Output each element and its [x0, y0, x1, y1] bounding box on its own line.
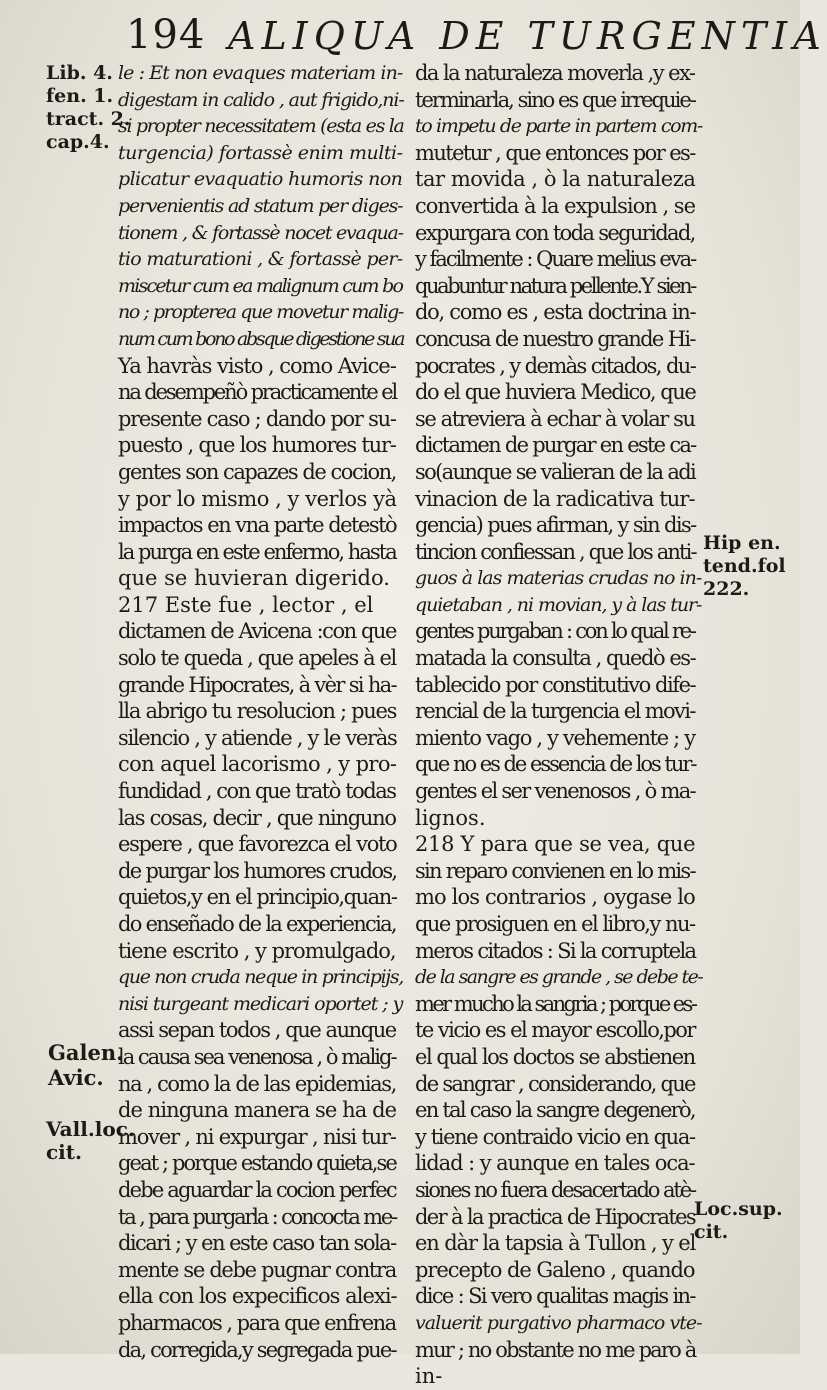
text-line: gentes purgaban : con lo qual re-: [415, 619, 695, 644]
text-line: pocrates , y demàs citados, du-: [415, 353, 696, 378]
text-line: matada la consulta , quedò es-: [415, 646, 696, 671]
text-line: lla abrigo tu resolucion ; pues: [118, 699, 397, 724]
text-line: gencia) pues afirman, y sin dis-: [415, 513, 696, 538]
text-line: quabuntur natura pellente.Y sien-: [415, 273, 695, 298]
margin-note-reference: Galen. Avic.: [48, 1040, 124, 1090]
text-line: gentes el ser venenosos , ò ma-: [415, 779, 695, 804]
text-line: dictamen de purgar en este ca-: [415, 433, 696, 458]
page-number: 194: [126, 12, 206, 58]
text-line: pharmacos , para que enfrena: [118, 1310, 396, 1335]
text-line: rencial de la turgencia el movi-: [415, 699, 695, 724]
text-line: la purga en este enfermo, hasta: [118, 539, 396, 564]
left-text-column: [118, 60, 404, 1363]
text-line: tar movida , ò la naturaleza: [415, 167, 696, 192]
margin-note-reference: Hip en. tend.fol 222.: [703, 532, 786, 600]
text-line: tablecido por constitutivo dife-: [415, 672, 696, 697]
text-line: digestam in calido , aut frigido,ni-: [118, 88, 404, 111]
text-line: so(aunque se valieran de la adi: [415, 459, 696, 484]
text-line: do enseñado de la experiencia,: [118, 912, 396, 936]
text-line: nisi turgeant medicari oportet ; y: [118, 992, 403, 1015]
text-line: dice : Si vero qualitas magis in-: [415, 1284, 695, 1309]
text-line: sin reparo convienen en lo mis-: [415, 858, 695, 883]
text-line: mer mucho la sangria ; porque es-: [415, 991, 696, 1016]
text-line: num cum bono absque digestione sua: [118, 327, 404, 350]
text-line: expurgara con toda seguridad,: [415, 220, 695, 245]
margin-note-reference: Loc.sup. cit.: [694, 1198, 783, 1243]
text-line: puesto , que los humores tur-: [118, 433, 396, 458]
text-line: y tiene contraido vicio en qua-: [415, 1124, 695, 1149]
text-line: terminarla, sino es que irrequie-: [415, 87, 695, 112]
text-line: geat ; porque estando quieta,se: [118, 1151, 396, 1176]
text-line: to impetu de parte in partem com-: [415, 115, 702, 138]
text-line: mente se debe pugnar contra: [118, 1257, 396, 1282]
margin-note-reference: Lib. 4. fen. 1. tract. 2. cap.4.: [46, 62, 131, 153]
text-line: debe aguardar la cocion perfec: [118, 1177, 396, 1202]
text-line: de la sangre es grande , se debe te-: [415, 966, 703, 989]
text-line: guos à las materias crudas no in-: [415, 567, 702, 590]
text-line: que prosiguen en el libro,y nu-: [415, 912, 695, 936]
text-line: 218 Y para que se vea, que: [415, 832, 696, 857]
text-line: tiene escrito , y promulgado,: [118, 938, 396, 963]
text-line: que se huvieran digerido.: [118, 566, 390, 591]
text-line: en dàr la tapsia à Tullon , y el: [415, 1231, 696, 1256]
text-line: espere , que favorezca el voto: [118, 832, 397, 857]
text-line: ta , para purgarla : concocta me-: [118, 1204, 397, 1229]
text-line: de sangrar , considerando, que: [415, 1071, 695, 1096]
text-line: en tal caso la sangre degenerò,: [415, 1098, 695, 1123]
text-line: da, corregida,y segregada pue-: [118, 1337, 396, 1362]
text-line: in-: [415, 1364, 443, 1389]
text-line: presente caso ; dando por su-: [118, 406, 396, 431]
text-line: de ninguna manera se ha de: [118, 1098, 397, 1123]
text-line: gentes son capazes de cocion,: [118, 459, 396, 484]
text-line: tionem , & fortassè nocet evaqua-: [118, 221, 403, 244]
text-line: te vicio es el mayor escollo,por: [415, 1018, 695, 1043]
text-line: tio maturationi , & fortassè per-: [118, 248, 403, 271]
text-line: que no es de essencia de los tur-: [415, 752, 696, 777]
text-line: quietos,y en el principio,quan-: [118, 885, 397, 910]
text-line: si propter necessitatem (esta es la: [118, 115, 404, 138]
text-line: las cosas, decir , que ninguno: [118, 805, 396, 830]
running-title: ALIQUA DE TURGENTIA: [228, 14, 827, 58]
text-line: precepto de Galeno , quando: [415, 1257, 695, 1282]
text-line: dictamen de Avicena :con que: [118, 619, 396, 644]
text-line: turgencia) fortassè enim multi-: [118, 141, 403, 164]
text-line: meros citados : Si la corruptela: [415, 938, 696, 963]
text-line: y facilmente : Quare melius eva-: [415, 247, 696, 272]
text-line: no ; propterea que movetur malig-: [118, 301, 403, 324]
text-line: 217 Este fue , lector , el: [118, 592, 374, 617]
text-line: plicatur evaquatio humoris non: [118, 168, 403, 191]
text-line: tincion confiessan , que los anti-: [415, 539, 696, 564]
text-line: miento vago , y vehemente ; y: [415, 725, 695, 750]
text-line: que non cruda neque in principijs,: [118, 966, 403, 989]
text-line: silencio , y atiende , y le veràs: [118, 725, 397, 750]
text-line: siones no fuera desacertado atè-: [415, 1177, 696, 1202]
text-line: quietaban , ni movian, y à las tur-: [415, 593, 702, 616]
text-line: do el que huviera Medico, que: [415, 380, 696, 405]
text-line: grande Hipocrates, à vèr si ha-: [118, 672, 396, 697]
text-line: vinacion de la radicativa tur-: [415, 486, 695, 511]
text-line: mur ; no obstante no me paro à: [415, 1337, 696, 1362]
text-line: le : Et non evaques materiam in-: [118, 62, 403, 84]
text-line: pervenientis ad statum per diges-: [118, 194, 403, 217]
text-line: valuerit purgativo pharmaco vte-: [415, 1311, 702, 1334]
right-text-column: [415, 60, 703, 1390]
text-line: lidad : y aunque en tales oca-: [415, 1151, 695, 1176]
text-line: miscetur cum ea malignum cum bo: [118, 274, 403, 297]
text-line: na , como la de las epidemias,: [118, 1071, 396, 1096]
text-line: impactos en vna parte detestò: [118, 513, 397, 538]
text-line: de purgar los humores crudos,: [118, 858, 397, 883]
text-line: el qual los doctos se abstienen: [415, 1044, 695, 1069]
text-line: con aquel lacorismo , y pro-: [118, 752, 397, 777]
margin-note-reference: Vall.loc. cit.: [46, 1117, 135, 1164]
text-line: da la naturaleza moverla ,y ex-: [415, 61, 695, 85]
text-line: mover , ni expurgar , nisi tur-: [118, 1124, 396, 1149]
text-line: solo te queda , que apeles à el: [118, 646, 396, 671]
text-line: mutetur , que entonces por es-: [415, 140, 695, 165]
text-line: lignos.: [415, 805, 486, 830]
text-line: ella con los expecificos alexi-: [118, 1284, 397, 1309]
text-line: concusa de nuestro grande Hi-: [415, 326, 695, 351]
text-line: fundidad , con que tratò todas: [118, 779, 396, 804]
text-line: la causa sea venenosa , ò malig-: [118, 1044, 396, 1069]
text-line: na desempeñò practicamente el: [118, 380, 397, 405]
text-line: se atreviera à echar à volar su: [415, 406, 695, 431]
text-line: do, como es , esta doctrina in-: [415, 300, 696, 325]
text-line: y por lo mismo , y verlos yà: [118, 486, 397, 511]
text-line: der à la practica de Hipocrates: [415, 1204, 696, 1229]
text-line: dicari ; y en este caso tan sola-: [118, 1231, 396, 1256]
text-line: assi sepan todos , que aunque: [118, 1018, 396, 1043]
text-line: convertida à la expulsion , se: [415, 193, 696, 218]
text-line: Ya havràs visto , como Avice-: [118, 353, 396, 378]
text-line: mo los contrarios , oygase lo: [415, 885, 695, 910]
